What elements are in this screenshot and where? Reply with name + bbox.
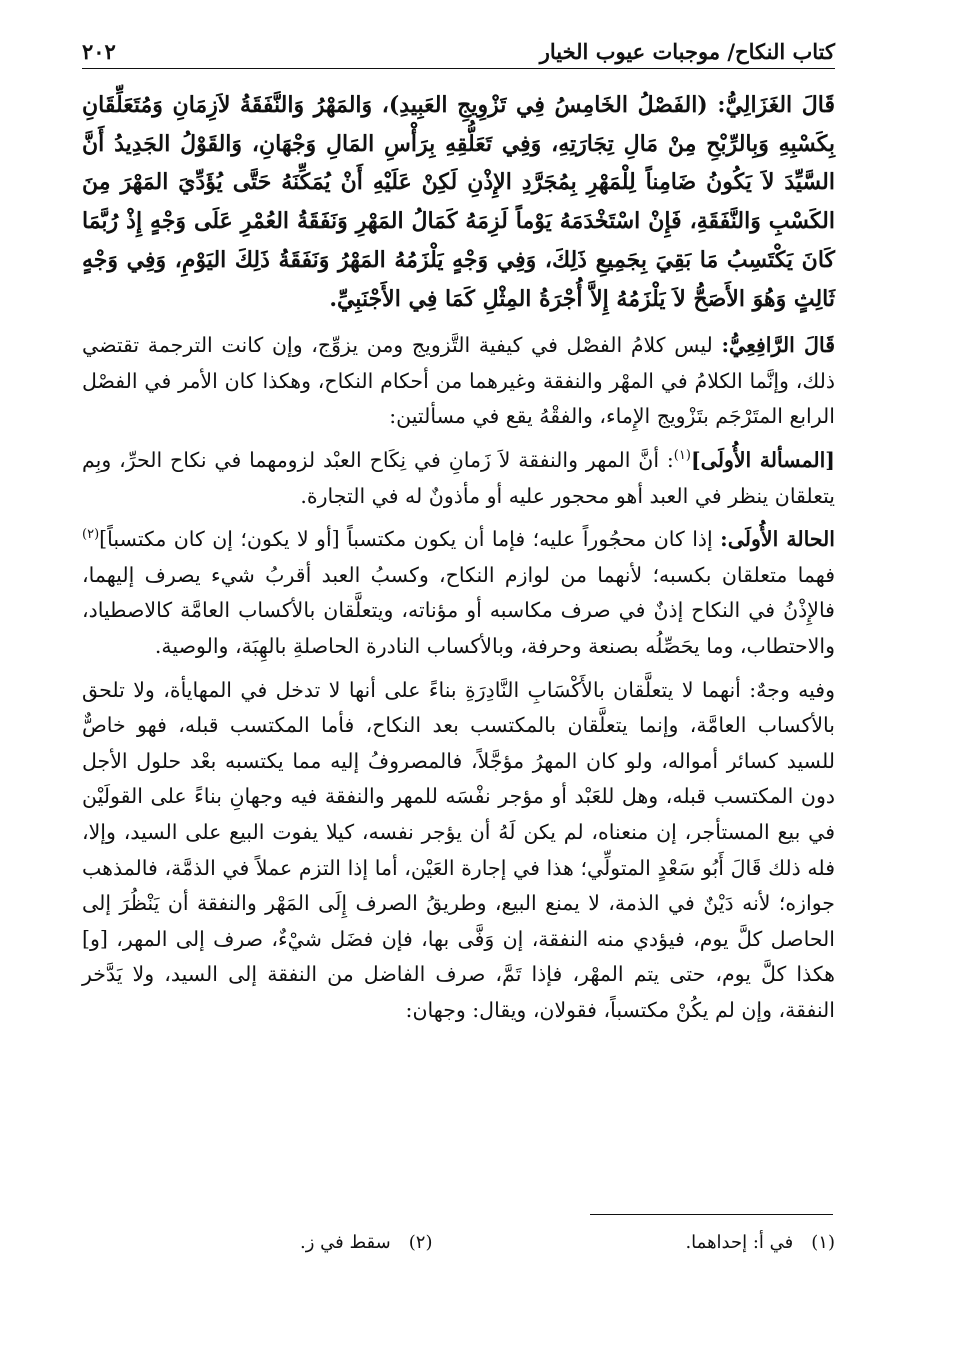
page-number: ٢٠٢ (82, 39, 116, 64)
footnote-item (300, 1232, 432, 1253)
footnote-number: (١) (811, 1232, 835, 1253)
running-title: كتاب النكاح/ موجبات عيوب الخيار (539, 39, 835, 64)
first-case-paragraph (82, 522, 835, 664)
paragraph-text: قَالَ الغَزَالِيُّ: (الفَصْلُ الخَامِسُ فِي تَزْوِيجِ العَبِيدِ)، وَالمَهْرُ وَالنَّفَقَةُ لاَزِمَانِ وَمُتَعَلِّقَانِ بِكَسْبِهِ وَبِالرِّبْحِ مِنْ مَالِ تِجَارَتِهِ، وَفِي تَعَلُّقِهِ بِرَأْسِ المَالِ وَجْهَانِ، وَالقَوْلُ الجَدِيدُ أَنَّ السَّيِّدَ لاَ يَكُونُ ضَامِناً لِلْمَهْرِ بِمُجَرَّدِ الإِذْنِ لَكِنْ عَلَيْهِ أَنْ يُمَكِّنَهُ حَتَّى يُؤَدِّيَ المَهْرَ مِنَ الكَسْبِ وَالنَّفَقَةِ، فَإِنْ اسْتَخْدَمَهُ يَوْماً لَزِمَهُ كَمَالُ المَهْرِ وَنَفَقَةُ العُمْرِ عَلَى وَجْهٍ إِذْ رُبَّمَا كَانَ يَكْتَسِبُ مَا بَقِيَ بِجَمِيعِ ذَلِكَ، وَفِي وَجْهٍ يَلْزَمُهُ المَهْرُ وَنَفَقَةُ ذَلِكَ اليَوْمِ، وَفِي وَجْهٍ ثَالِثٍ وَهُوَ الأَصَحُّ لاَ يَلْزَمُهُ إِلاَّ أُجْرَةُ المِثْلِ كَمَا فِي الأَجْنَبِيِّ. (82, 92, 835, 312)
paragraph-text: إذا كان محجُوراً عليه؛ فإما أن يكون مكتسباً [أو لا يكون؛ إن كان مكتسباً] (99, 527, 721, 552)
paragraph-text: وفيه وجهٌ: أنهما لا يتعلَّقان بالأَكْسَابِ النَّادِرَةِ بناءً على أنها لا تدخل في المهايأة، ولا تلحق بالأكساب العامَّة، وإنما يتعلَّقان بالمكتسب بعد النكاح، فأما المكتسب قبله، فهو خاصٌّ للسيد كسائر أمواله، ولو كان المهرُ مؤجَّلاً، فالمصروفُ إليه مما يكتسبه بعْد حلول الأجل دون المكتسب قبله، وهل للعَبْد أو مؤجر نفْسَه للمهر والنفقة فيه وجهانِ بناءً على القولَيْن في بيع المستأجر، إن منعناه، لم يكن لَهُ أن يؤجر نفسه، كيلا يفوت البيع على السيد، وإلا، فله ذلك قَالَ أَبُو سَعْدٍ المتولِّي؛ هذا في إجارة العَيْن، أما إذا التزم عملاً في الذمَّة، فالمذهب جوازه؛ لأنه دَيْنٌ في الذمة، لا يمنع البيع، وطريقُ الصرف إِلَى المَهْر والنفقة أن يَنْظُرَ إلى الحاصل كلَّ يوم، فيؤدي منه النفقة، إن وَفَّى بها، فإن فضَل شيْءٌ، صرف إلى المهر، [و] هكذا كلَّ يوم، حتى يتم المهْر، فإذا تَمَّ، صرف الفاضل من النفقة إلى السيد، ولا يَدَّخر النفقة، وإن لم يكُنْ مكتسباً، فقولان، ويقال: وجهان: (82, 677, 835, 1022)
footnote-divider (590, 1214, 833, 1215)
footnote-number: (٢) (408, 1232, 433, 1253)
paragraph-text: : أنَّ المهر والنفقة لاَ زَمانِ في نِكَاح العبْد لزومهما في نكاح الحرِّ، وبِم يتعلقان ينظر في العبد أهو محجور عليه أو مأذونٌ له في التجارة. (82, 448, 835, 508)
footnote-text: في أ: إحداهما. (685, 1232, 794, 1253)
paragraph-text: ليس كلامُ الفصْل في كيفية التَّزويج ومن يزوِّج، وإن كانت الترجمة تقتضي ذلك، وإنَّما الكلامُ في المهْر والنفقة وغيرهما من أحكام النكاح، وهكذا كان الأمر في الفصْل الرابع المتَرْجَم بتَزْويج الإِماء، والفقْهُ يقع في مسألتين: (82, 333, 835, 429)
page-header (82, 30, 835, 64)
ghazali-quote-paragraph (82, 86, 835, 318)
footnote-text: سقط في ز. (300, 1232, 391, 1253)
first-issue-paragraph (82, 443, 835, 514)
paragraph-lead: [المسألة الأُولَى] (690, 448, 835, 472)
paragraph-lead: الحالة الأُولَى: (720, 527, 835, 552)
footnote-item (685, 1232, 835, 1253)
paragraph-lead: قَالَ الرَّافِعِيُّ: (721, 333, 835, 358)
footnote-marker: (١) (673, 448, 691, 464)
header-divider (82, 68, 835, 69)
footnote-marker: (٢) (82, 527, 100, 543)
paragraph-text: فهما متعلقان بكسبه؛ لأنهما من لوازم النكاح، وكسبُ العبد أقربُ شيء يصرف إليهما، فالإِذْنُ في النكاح إذنٌ في صرف مكاسبه أو مؤناته، ويتعلَّقان بالأكساب العامَّة كالاصطياد، والاحتطاب، وما يحَصِّلُه بصنعة وحرفة، وبالأكساب النادرة الحاصلةِ بالهِبَة، والوصية. (82, 562, 835, 658)
alternative-view-paragraph (82, 673, 835, 1029)
footnotes (300, 1232, 835, 1253)
rafii-commentary-paragraph (82, 328, 835, 435)
main-text (82, 86, 835, 1037)
